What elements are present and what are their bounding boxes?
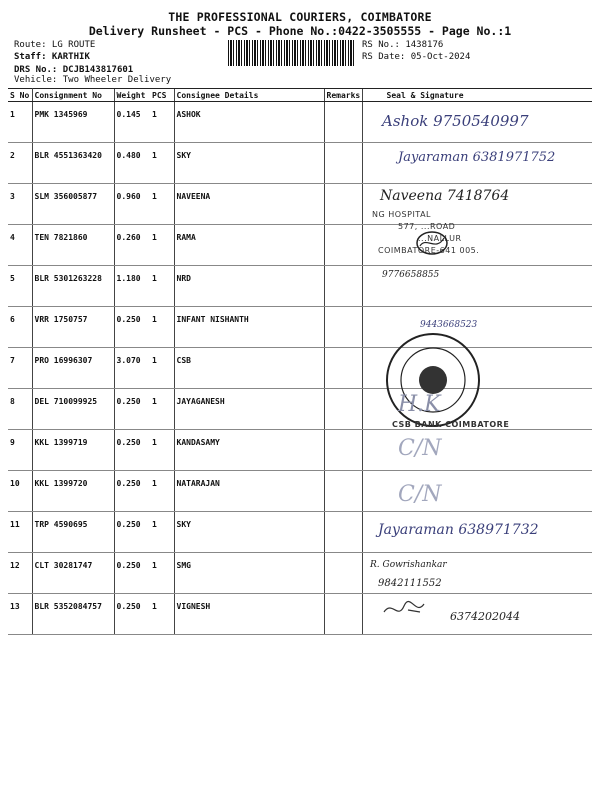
header-pcs: PCS (150, 89, 174, 102)
row-weight: 0.250 (114, 553, 150, 594)
row-seal-signature (362, 471, 592, 512)
table-row (8, 266, 592, 307)
row-sno: 4 (8, 225, 32, 266)
row-weight: 0.250 (114, 430, 150, 471)
row-pcs: 1 (150, 430, 174, 471)
row-remarks (324, 512, 362, 553)
signature-row-13-phone: 6374202044 (450, 610, 520, 623)
row-pcs: 1 (150, 307, 174, 348)
row-consignment-no: SLM 356005877 (32, 184, 114, 225)
hospital-stamp-line-4: COIMBATORE-641 005. (378, 246, 480, 255)
row-remarks (324, 266, 362, 307)
row-sno: 8 (8, 389, 32, 430)
table-header-row (8, 89, 592, 102)
row-consignment-no: KKL 1399719 (32, 430, 114, 471)
hospital-signature-mark (414, 228, 450, 258)
row-pcs: 1 (150, 102, 174, 143)
row-consignee: SKY (174, 512, 324, 553)
drs-number: DRS No.: DCJB143817601 (14, 65, 134, 75)
row-consignee: SMG (174, 553, 324, 594)
signature-row-1: Ashok 9750540997 (382, 112, 529, 130)
header-sno: S No (8, 89, 32, 102)
row-sno: 9 (8, 430, 32, 471)
header-consignment: Consignment No (32, 89, 114, 102)
row-pcs: 1 (150, 143, 174, 184)
header-weight: Weight (114, 89, 150, 102)
row-consignment-no: DEL 710099925 (32, 389, 114, 430)
row-weight: 0.250 (114, 389, 150, 430)
hospital-stamp-line-2: 577, ...ROAD (398, 222, 456, 231)
row-consignment-no: CLT 30281747 (32, 553, 114, 594)
row-consignee: INFANT NISHANTH (174, 307, 324, 348)
row-sno: 6 (8, 307, 32, 348)
row-weight: 0.480 (114, 143, 150, 184)
row-consignment-no: VRR 1750757 (32, 307, 114, 348)
row-sno: 13 (8, 594, 32, 635)
row-pcs: 1 (150, 225, 174, 266)
bank-stamp-text: CSB BANK COIMBATORE (392, 420, 510, 429)
row-sno: 7 (8, 348, 32, 389)
table-row (8, 348, 592, 389)
header-seal-signature: Seal & Signature (362, 89, 592, 102)
row-weight: 0.250 (114, 471, 150, 512)
row-sno: 3 (8, 184, 32, 225)
row-consignee: SKY (174, 143, 324, 184)
signature-row-2: Jayaraman 6381971752 (398, 150, 556, 165)
barcode (228, 40, 354, 66)
signature-row-11: Jayaraman 638971732 (378, 522, 539, 538)
vehicle-label: Vehicle: Two Wheeler Delivery (14, 75, 172, 85)
row-remarks (324, 430, 362, 471)
header-remarks: Remarks (324, 89, 362, 102)
signature-row-6: 9443668523 (420, 320, 478, 330)
row-weight: 0.145 (114, 102, 150, 143)
row-consignment-no: PMK 1345969 (32, 102, 114, 143)
row-consignee: KANDASAMY (174, 430, 324, 471)
row-remarks (324, 389, 362, 430)
row-weight: 0.250 (114, 307, 150, 348)
row-pcs: 1 (150, 553, 174, 594)
rs-date: RS Date: 05-Oct-2024 (362, 52, 471, 62)
header-consignee: Consignee Details (174, 89, 324, 102)
row-pcs: 1 (150, 184, 174, 225)
hospital-stamp-line-3: ...NALLUR (418, 234, 462, 243)
row-pcs: 1 (150, 594, 174, 635)
row-remarks (324, 348, 362, 389)
row-consignee: VIGNESH (174, 594, 324, 635)
row-weight: 0.960 (114, 184, 150, 225)
row-remarks (324, 594, 362, 635)
signature-row-3: Naveena 7418764 (380, 188, 510, 204)
row-weight: 1.180 (114, 266, 150, 307)
row-sno: 10 (8, 471, 32, 512)
row-remarks (324, 471, 362, 512)
row-consignment-no: TRP 4590695 (32, 512, 114, 553)
row-consignment-no: TEN 7821860 (32, 225, 114, 266)
staff-label: Staff: KARTHIK (14, 52, 90, 62)
row-sno: 1 (8, 102, 32, 143)
row-pcs: 1 (150, 389, 174, 430)
row-weight: 3.070 (114, 348, 150, 389)
row-remarks (324, 143, 362, 184)
row-remarks (324, 553, 362, 594)
signature-row-9: C/N (398, 436, 442, 461)
row-consignment-no: KKL 1399720 (32, 471, 114, 512)
row-consignee: NAVEENA (174, 184, 324, 225)
row-pcs: 1 (150, 471, 174, 512)
runsheet-table (8, 88, 592, 635)
signature-row-10: C/N (398, 482, 442, 507)
row-sno: 2 (8, 143, 32, 184)
row-seal-signature (362, 430, 592, 471)
signature-row-12-name: R. Gowrishankar (370, 560, 447, 570)
row-weight: 0.250 (114, 512, 150, 553)
row-sno: 5 (8, 266, 32, 307)
row-sno: 11 (8, 512, 32, 553)
row-consignment-no: PRO 16996307 (32, 348, 114, 389)
row-remarks (324, 225, 362, 266)
signature-row-8: H.K (398, 392, 441, 417)
rs-number: RS No.: 1438176 (362, 40, 444, 50)
hospital-stamp-line-1: NG HOSPITAL (372, 210, 431, 219)
runsheet-subtitle: Delivery Runsheet - PCS - Phone No.:0422-3505555 - Page No.:1 (88, 24, 512, 38)
signature-row-13-mark (380, 598, 440, 622)
table-row (8, 471, 592, 512)
row-weight: 0.260 (114, 225, 150, 266)
row-consignment-no: BLR 4551363420 (32, 143, 114, 184)
row-consignment-no: BLR 5301263228 (32, 266, 114, 307)
row-remarks (324, 184, 362, 225)
row-pcs: 1 (150, 348, 174, 389)
row-pcs: 1 (150, 512, 174, 553)
row-sno: 12 (8, 553, 32, 594)
table-row (8, 307, 592, 348)
row-consignee: JAYAGANESH (174, 389, 324, 430)
route-label: Route: LG ROUTE (14, 40, 96, 50)
company-title: THE PROFESSIONAL COURIERS, COIMBATORE (168, 10, 432, 24)
table-row (8, 553, 592, 594)
row-consignee: CSB (174, 348, 324, 389)
row-consignee: ASHOK (174, 102, 324, 143)
row-remarks (324, 102, 362, 143)
signature-row-12-phone: 9842111552 (378, 578, 442, 589)
row-remarks (324, 307, 362, 348)
row-weight: 0.250 (114, 594, 150, 635)
table-row (8, 225, 592, 266)
row-pcs: 1 (150, 266, 174, 307)
signature-row-5: 9776658855 (382, 270, 440, 280)
row-consignment-no: BLR 5352084757 (32, 594, 114, 635)
row-consignee: NRD (174, 266, 324, 307)
row-seal-signature (362, 225, 592, 266)
row-consignee: RAMA (174, 225, 324, 266)
table-row (8, 430, 592, 471)
row-consignee: NATARAJAN (174, 471, 324, 512)
